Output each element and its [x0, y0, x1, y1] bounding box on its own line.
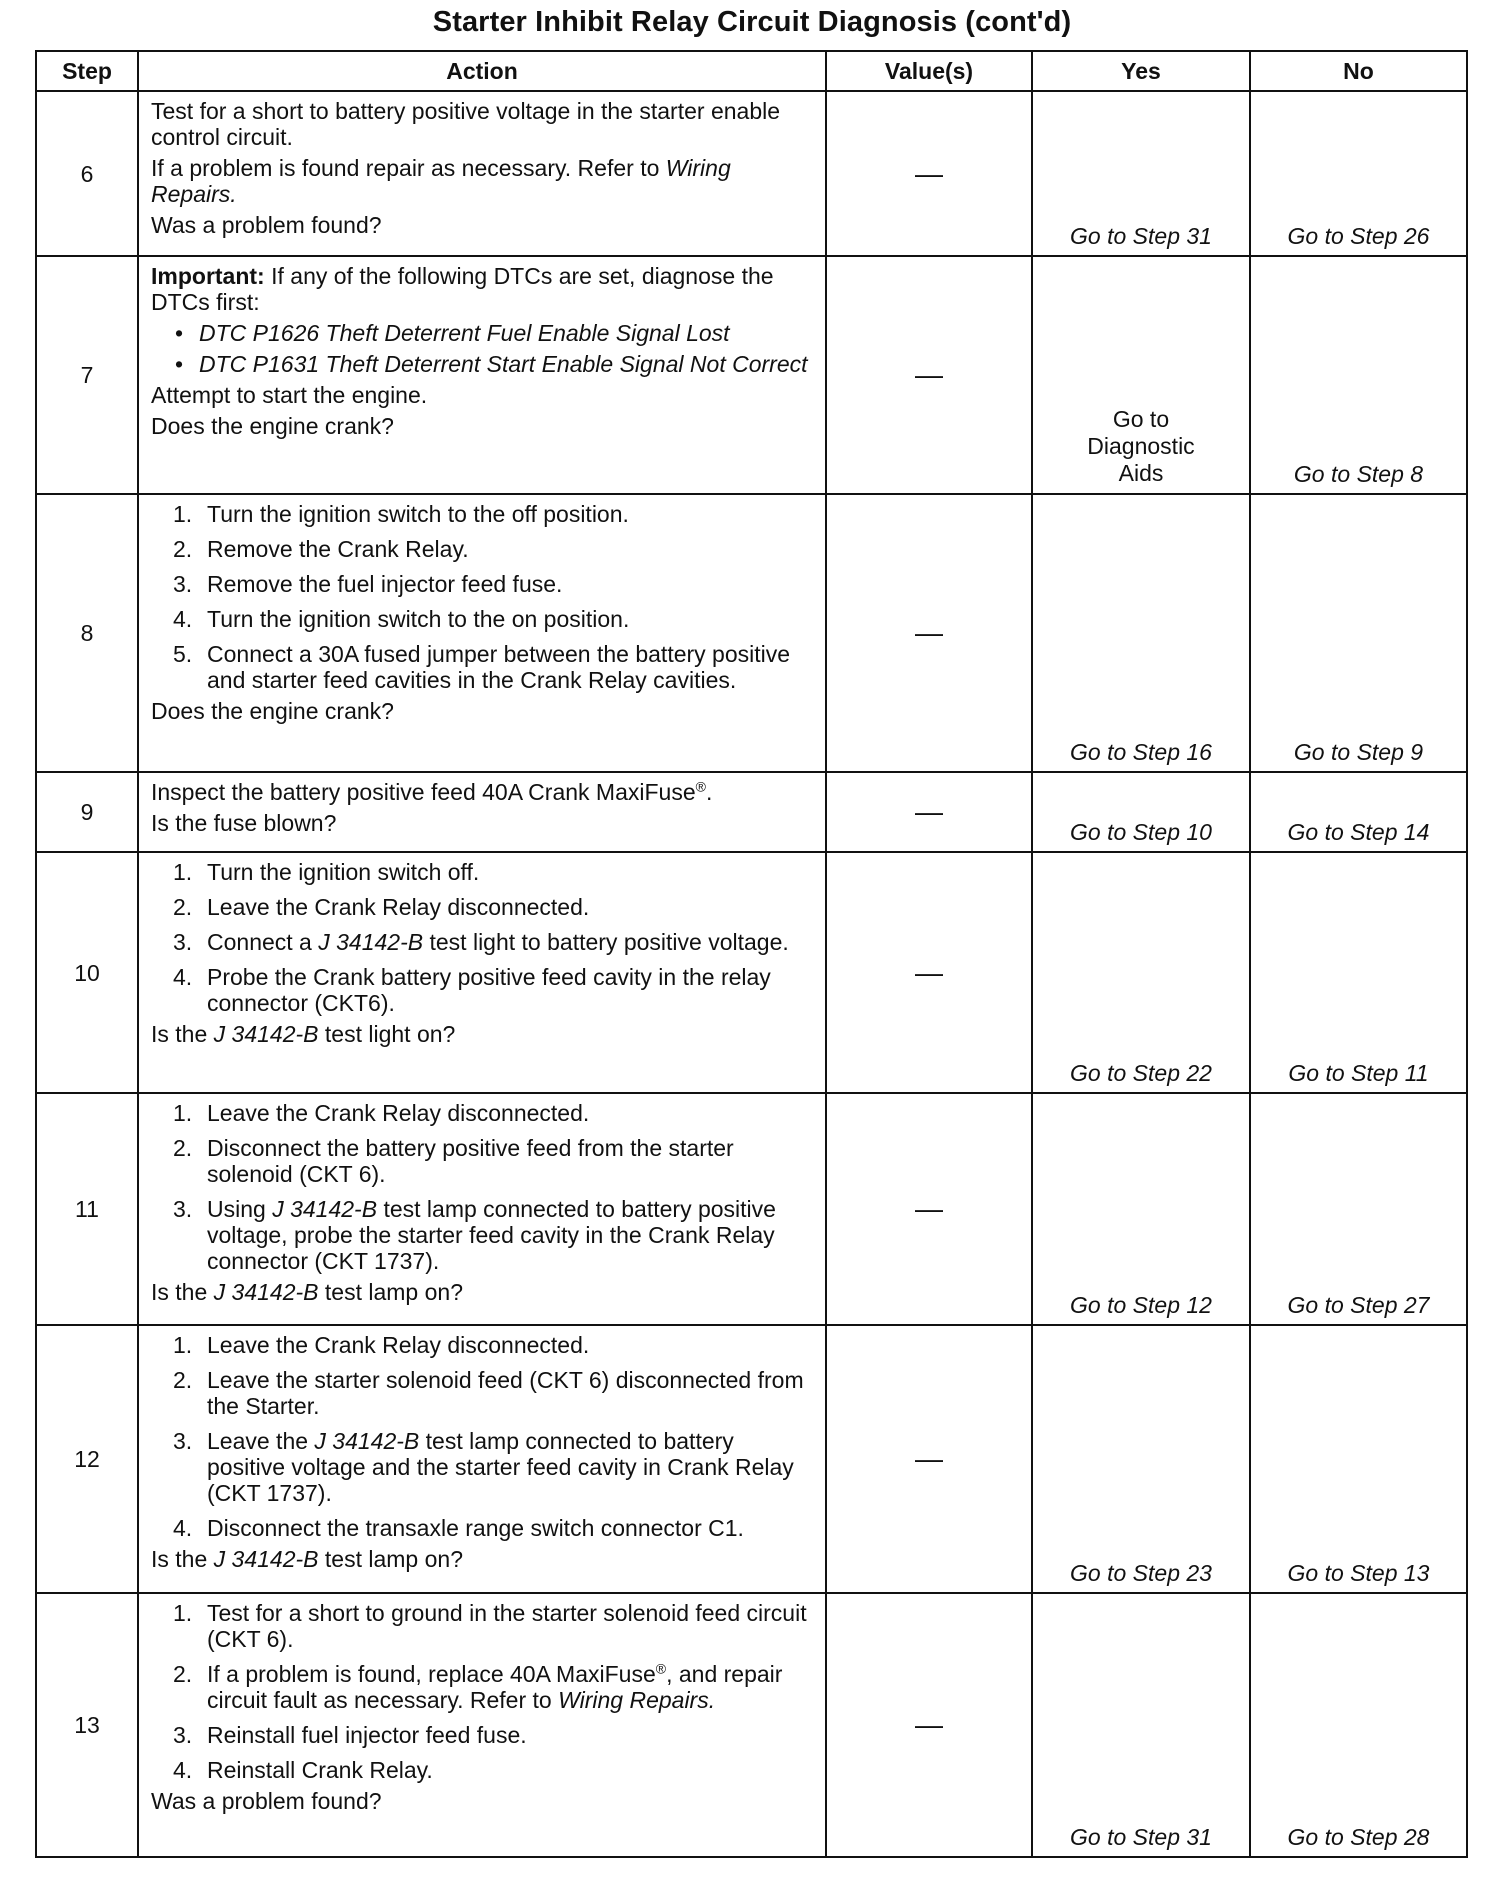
list-item: 2. Leave the starter solenoid feed (CKT 6) disconnected from the Starter.: [173, 1367, 804, 1419]
yes-result: Go to Step 16: [1032, 494, 1250, 772]
header-yes: Yes: [1032, 51, 1250, 91]
table-row: [36, 494, 1467, 772]
list-item: 4. Disconnect the transaxle range switch connector C1.: [173, 1515, 744, 1541]
table-row: [36, 256, 1467, 494]
step-number: 11: [36, 1093, 138, 1325]
list-item: 1. Test for a short to ground in the starter solenoid feed circuit (CKT 6).: [173, 1600, 807, 1652]
no-result: Go to Step 28: [1250, 1593, 1467, 1857]
list-item: • DTC P1626 Theft Deterrent Fuel Enable Signal Lost: [175, 320, 730, 346]
value-cell: —: [826, 1325, 1032, 1593]
table-row: [36, 772, 1467, 852]
action-cell: [138, 772, 826, 852]
no-result: Go to Step 14: [1250, 772, 1467, 852]
yes-result: Go to Step 23: [1032, 1325, 1250, 1593]
step-number: 12: [36, 1325, 138, 1593]
action-cell: [138, 494, 826, 772]
action-cell: [138, 1325, 826, 1593]
action-text: If a problem is found repair as necessary. Refer to Wiring Repairs.: [151, 155, 731, 207]
page-title: Starter Inhibit Relay Circuit Diagnosis (cont'd): [432, 6, 1072, 38]
list-item: 2. If a problem is found, replace 40A MaxiFuse®, and repair circuit fault as necessary. Refer to Wiring Repairs.: [173, 1660, 783, 1713]
yes-result: Go to Diagnostic Aids: [1032, 256, 1250, 494]
table-row: [36, 1325, 1467, 1593]
list-item: 3. Connect a J 34142-B test light to battery positive voltage.: [173, 929, 789, 955]
list-item: 5. Connect a 30A fused jumper between the battery positive and starter feed cavities in the Crank Relay cavities.: [173, 641, 791, 693]
list-item: 1. Leave the Crank Relay disconnected.: [173, 1332, 590, 1358]
reference-link: Wiring Repairs.: [151, 155, 731, 207]
list-item: • DTC P1631 Theft Deterrent Start Enable Signal Not Correct: [175, 351, 808, 377]
value-cell: —: [826, 256, 1032, 494]
value-cell: —: [826, 1593, 1032, 1857]
yes-result: Go to Step 31: [1032, 91, 1250, 256]
list-item: 3. Reinstall fuel injector feed fuse.: [173, 1722, 527, 1748]
header-values: Value(s): [826, 51, 1032, 91]
diagnosis-table: [35, 50, 1468, 1858]
list-item: 3. Leave the J 34142-B test lamp connected to battery positive voltage and the starter feed cavity in Crank Relay (CKT 1737).: [173, 1428, 794, 1506]
action-question: Is the J 34142-B test light on?: [151, 1021, 456, 1047]
header-no: No: [1250, 51, 1467, 91]
action-cell: [138, 852, 826, 1093]
no-result: Go to Step 26: [1250, 91, 1467, 256]
reference-link: Wiring Repairs.: [558, 1687, 716, 1713]
list-item: 2. Disconnect the battery positive feed from the starter solenoid (CKT 6).: [173, 1135, 734, 1187]
value-cell: —: [826, 852, 1032, 1093]
list-item: 4. Probe the Crank battery positive feed cavity in the relay connector (CKT6).: [173, 964, 771, 1016]
table-row: [36, 1593, 1467, 1857]
table-row: [36, 1093, 1467, 1325]
list-item: 1. Leave the Crank Relay disconnected.: [173, 1100, 590, 1126]
value-cell: —: [826, 1093, 1032, 1325]
action-text: Attempt to start the engine.: [151, 382, 428, 408]
action-question: Is the J 34142-B test lamp on?: [151, 1279, 463, 1305]
action-question: Is the fuse blown?: [151, 810, 337, 836]
list-item: 4. Turn the ignition switch to the on position.: [173, 606, 630, 632]
yes-result: Go to Step 22: [1032, 852, 1250, 1093]
no-result: Go to Step 9: [1250, 494, 1467, 772]
table-row: [36, 852, 1467, 1093]
step-number: 8: [36, 494, 138, 772]
step-number: 13: [36, 1593, 138, 1857]
value-cell: —: [826, 494, 1032, 772]
list-item: 3. Remove the fuel injector feed fuse.: [173, 571, 563, 597]
action-question: Is the J 34142-B test lamp on?: [151, 1546, 463, 1572]
action-text: Inspect the battery positive feed 40A Crank MaxiFuse®.: [151, 778, 713, 805]
list-item: 4. Reinstall Crank Relay.: [173, 1757, 433, 1783]
step-number: 10: [36, 852, 138, 1093]
action-cell: [138, 256, 826, 494]
action-question: Was a problem found?: [151, 212, 382, 238]
header-step: Step: [36, 51, 138, 91]
list-item: 1. Turn the ignition switch off.: [173, 859, 480, 885]
no-result: Go to Step 11: [1250, 852, 1467, 1093]
yes-result: Go to Step 10: [1032, 772, 1250, 852]
value-cell: —: [826, 91, 1032, 256]
step-number: 9: [36, 772, 138, 852]
action-question: Does the engine crank?: [151, 698, 394, 724]
action-cell: [138, 1093, 826, 1325]
list-item: 3. Using J 34142-B test lamp connected to battery positive voltage, probe the starter feed cavity in the Crank Relay connector (CKT 1737).: [173, 1196, 776, 1274]
action-text: Test for a short to battery positive voltage in the starter enable control circuit.: [151, 98, 781, 150]
header-row: [36, 51, 1467, 91]
action-cell: [138, 91, 826, 256]
step-number: 6: [36, 91, 138, 256]
bullet-icon: •: [175, 320, 184, 346]
table-row: [36, 91, 1467, 256]
action-cell: [138, 1593, 826, 1857]
no-result: Go to Step 8: [1250, 256, 1467, 494]
no-result: Go to Step 27: [1250, 1093, 1467, 1325]
action-question: Was a problem found?: [151, 1788, 382, 1814]
yes-result: Go to Step 31: [1032, 1593, 1250, 1857]
value-cell: —: [826, 772, 1032, 852]
list-item: 2. Remove the Crank Relay.: [173, 536, 469, 562]
header-action: Action: [138, 51, 826, 91]
no-result: Go to Step 13: [1250, 1325, 1467, 1593]
list-item: 1. Turn the ignition switch to the off position.: [173, 501, 629, 527]
important-note: Important: If any of the following DTCs are set, diagnose the DTCs first:: [151, 263, 774, 315]
step-number: 7: [36, 256, 138, 494]
bullet-icon: •: [175, 351, 184, 377]
yes-result: Go to Step 12: [1032, 1093, 1250, 1325]
action-question: Does the engine crank?: [151, 413, 394, 439]
list-item: 2. Leave the Crank Relay disconnected.: [173, 894, 590, 920]
